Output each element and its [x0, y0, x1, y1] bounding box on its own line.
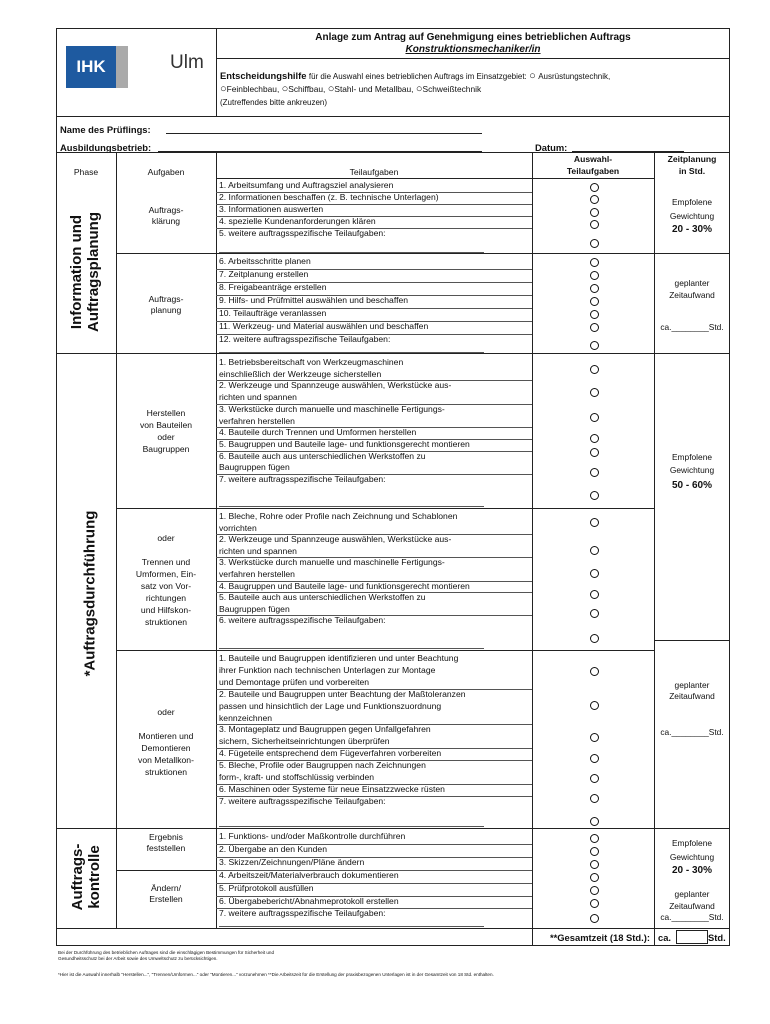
task-label-trennen: satz von Vor- — [140, 581, 192, 591]
subtask-montieren: 5. Bleche, Profile oder Baugruppen nach Zeichnungen — [219, 760, 426, 771]
planned-label: geplanter — [674, 278, 710, 288]
total-label: **Gesamtzeit (18 Std.): — [549, 932, 650, 943]
page-subtitle: Konstruktionsmechaniker/in — [405, 44, 541, 55]
task-label-trennen: und Hilfskon- — [140, 605, 192, 615]
answer-line[interactable] — [219, 648, 484, 649]
subtask-kontrolle: 7. weitere auftragsspezifische Teilaufgaben: — [219, 908, 386, 919]
selection-circle[interactable] — [590, 609, 599, 618]
selection-circle[interactable] — [590, 569, 599, 578]
subtask-trennen: 4. Baugruppen und Bauteile lage- und funktionsgerecht montieren — [219, 580, 470, 591]
planned-label: Zeitaufwand — [669, 901, 715, 911]
subtask-planung: 6. Arbeitsschritte planen — [219, 256, 311, 266]
phase-line: Auftrags- — [69, 843, 86, 911]
subtask-klaerung: 4. spezielle Kundenanforderungen klären — [219, 216, 376, 226]
subtask-trennen: richten und spannen — [219, 545, 297, 556]
subtask-herstellen: 6. Bauteile auch aus unterschiedlichen Werkstoffen zu — [219, 450, 426, 461]
subtask-klaerung: 3. Informationen auswerten — [219, 204, 324, 214]
subtask-montieren: 7. weitere auftragsspezifische Teilaufgaben: — [219, 795, 386, 806]
checkbox-circle[interactable]: ○ — [529, 70, 536, 82]
subtask-montieren: ihrer Funktion nach technischen Unterlagen zur Montage — [219, 664, 436, 675]
subtask-trennen: 1. Bleche, Rohre oder Profile nach Zeichnung und Schablonen — [219, 511, 458, 521]
col-phase: Phase — [73, 167, 99, 177]
phase-line: Auftragsplanung — [85, 212, 102, 332]
subtask-montieren: 4. Fügeteile entsprechend dem Fügeverfahren vorbereiten — [219, 748, 442, 759]
area-line — [220, 84, 481, 95]
decision-label: Entscheidungshilfe — [220, 70, 307, 81]
weight-value: 20 - 30% — [671, 224, 713, 235]
weight-label: Gewichtung — [669, 852, 715, 862]
planned-label: geplanter — [674, 680, 710, 690]
col-subtasks: Teilaufgaben — [349, 167, 399, 177]
answer-line[interactable] — [219, 926, 484, 927]
checkbox-circle[interactable]: ○ — [327, 83, 335, 95]
checkbox-circle[interactable]: ○ — [415, 83, 423, 95]
logo-city: Ulm — [170, 52, 204, 73]
weight-value: 50 - 60% — [671, 480, 713, 491]
selection-circle[interactable] — [590, 914, 599, 923]
checkbox-circle[interactable]: ○ — [220, 83, 227, 95]
phase-line: kontrolle — [86, 845, 103, 909]
phase-line: Information und — [68, 214, 85, 330]
subtask-planung: 12. weitere auftragsspezifische Teilaufgaben: — [219, 334, 391, 344]
grid-line — [116, 650, 654, 651]
checkbox-circle[interactable]: ○ — [281, 83, 289, 95]
grid-line — [56, 152, 730, 153]
subtask-klaerung: 5. weitere auftragsspezifische Teilaufgaben: — [219, 228, 386, 238]
selection-circle[interactable] — [590, 754, 599, 763]
area-option: Schiffbau, — [288, 84, 326, 94]
task-label-aendern: Ändern/ — [150, 883, 182, 893]
selection-circle[interactable] — [590, 271, 599, 280]
weight-label: Gewichtung — [669, 465, 715, 475]
task-label-montieren: Montieren und — [138, 731, 194, 741]
selection-circle[interactable] — [590, 239, 599, 248]
page-title: Anlage zum Antrag auf Genehmigung eines betrieblichen Auftrags — [315, 32, 631, 43]
planned-hours-field[interactable]: ca.________Std. — [660, 727, 724, 737]
total-hours-field[interactable] — [676, 930, 708, 944]
task-label-klaerung: klärung — [151, 216, 181, 226]
task-label-montieren: Demontieren — [141, 743, 191, 753]
subtask-trennen: 3. Werkstücke durch manuelle und maschinelle Fertigungs- — [219, 557, 445, 568]
grid-line — [532, 152, 533, 946]
subtask-montieren: 2. Bauteile und Baugruppen unter Beachtung der Maßtoleranzen — [219, 688, 466, 699]
task-label-herstellen: oder — [157, 432, 175, 442]
grid-line — [216, 178, 654, 179]
selection-circle[interactable] — [590, 365, 599, 374]
selection-circle[interactable] — [590, 297, 599, 306]
subtask-trennen: vorrichten — [219, 522, 257, 533]
subtask-kontrolle: 3. Skizzen/Zeichnungen/Pläne ändern — [219, 856, 365, 867]
col-planning-1: Zeitplanung — [667, 154, 717, 164]
subtask-montieren: kennzeichnen — [219, 712, 273, 723]
subtask-montieren: sichern, Sicherheitseinrichtungen überprüfen — [219, 736, 390, 747]
subtask-herstellen: 5. Baugruppen und Bauteile lage- und funktionsgerecht montieren — [219, 438, 470, 449]
selection-circle[interactable] — [590, 195, 599, 204]
weight-label: Empfolene — [671, 838, 713, 848]
name-label: Name des Prüflings: — [60, 124, 151, 135]
task-label-trennen: struktionen — [144, 617, 188, 627]
planned-hours-field[interactable]: ca.________Std. — [660, 912, 724, 922]
task-label-trennen: Trennen und — [141, 557, 191, 567]
subtask-kontrolle: 6. Übergabebericht/Abnahmeprotokoll erstellen — [219, 895, 399, 906]
task-label-herstellen: von Bauteilen — [139, 420, 193, 430]
selection-circle[interactable] — [590, 258, 599, 267]
selection-circle[interactable] — [590, 413, 599, 422]
selection-circle[interactable] — [590, 546, 599, 555]
grid-line — [56, 353, 730, 354]
grid-line — [116, 870, 216, 871]
selection-circle[interactable] — [590, 323, 599, 332]
subtask-planung: 11. Werkzeug- und Material auswählen und beschaffen — [219, 321, 429, 331]
subtask-herstellen: 1. Betriebsbereitschaft von Werkzeugmaschinen — [219, 357, 404, 367]
selection-circle[interactable] — [590, 634, 599, 643]
grid-line — [654, 152, 655, 946]
col-selection-1: Auswahl- — [573, 154, 613, 164]
selection-circle[interactable] — [590, 794, 599, 803]
decision-line — [220, 70, 610, 82]
task-label-montieren: oder — [157, 707, 175, 717]
answer-line[interactable] — [219, 352, 484, 353]
selection-circle[interactable] — [590, 667, 599, 676]
company-label: Ausbildungsbetrieb: — [60, 142, 152, 153]
subtask-herstellen: 4. Bauteile durch Trennen und Umformen herstellen — [219, 427, 417, 438]
total-std: Std. — [708, 932, 726, 943]
task-label-trennen: richtungen — [145, 593, 187, 603]
selection-circle[interactable] — [590, 448, 599, 457]
answer-line[interactable] — [219, 506, 484, 507]
task-label-aendern: Erstellen — [149, 894, 183, 904]
subtask-herstellen: 7. weitere auftragsspezifische Teilaufgaben: — [219, 474, 386, 484]
selection-circle[interactable] — [590, 873, 599, 882]
decision-text: für die Auswahl eines betrieblichen Auftrags im Einsatzgebiet: — [308, 72, 527, 81]
grid-line — [654, 640, 730, 641]
selection-circle[interactable] — [590, 899, 599, 908]
selection-circle[interactable] — [590, 886, 599, 895]
selection-circle[interactable] — [590, 284, 599, 293]
selection-circle[interactable] — [590, 518, 599, 527]
area-option: Ausrüstungstechnik, — [538, 72, 611, 81]
selection-circle[interactable] — [590, 817, 599, 826]
subtask-planung: 7. Zeitplanung erstellen — [219, 269, 309, 279]
subtask-trennen: 6. weitere auftragsspezifische Teilaufgaben: — [219, 615, 386, 626]
subtask-herstellen: 2. Werkzeuge und Spannzeuge auswählen, Werkstücke aus- — [219, 380, 452, 391]
planned-label: geplanter — [674, 889, 710, 899]
task-label-planung: Auftrags- — [148, 294, 184, 304]
task-label-montieren: struktionen — [144, 767, 188, 777]
grid-line — [116, 253, 654, 254]
subtask-trennen: 5. Bauteile auch aus unterschiedlichen Werkstoffen zu — [219, 592, 426, 603]
subtask-kontrolle: 5. Prüfprotokoll ausfüllen — [219, 882, 314, 893]
selection-circle[interactable] — [590, 183, 599, 192]
selection-circle[interactable] — [590, 468, 599, 477]
selection-circle[interactable] — [590, 847, 599, 856]
logo-accent — [116, 46, 128, 88]
subtask-herstellen: verfahren herstellen — [219, 415, 295, 426]
name-field[interactable] — [166, 133, 482, 134]
task-label-trennen: Umformen, Ein- — [135, 569, 197, 579]
task-label-montieren: von Metallkon- — [138, 755, 194, 765]
subtask-planung: 10. Teilaufträge veranlassen — [219, 308, 327, 318]
subtask-montieren: passen und hinsichtlich der Lage und Funktionszuordnung — [219, 700, 442, 711]
selection-circle[interactable] — [590, 491, 599, 500]
area-option: Feinblechbau, — [226, 84, 280, 94]
total-ca: ca. — [658, 932, 672, 943]
task-label-herstellen: Baugruppen — [142, 444, 190, 454]
subtask-kontrolle: 4. Arbeitszeit/Materialverbrauch dokumentieren — [219, 869, 399, 880]
task-label-herstellen: Herstellen — [146, 408, 186, 418]
weight-label: Gewichtung — [669, 211, 715, 221]
grid-line — [56, 928, 730, 929]
subtask-montieren: und Demontage prüfen und vorbereiten — [219, 676, 370, 687]
footnote: Bei der Durchführung des betrieblichen Auftrages sind die einschlägigen Bestimmungen für Sicherheit und — [58, 950, 275, 955]
weight-label: Empfolene — [671, 197, 713, 207]
task-label-klaerung: Auftrags- — [148, 205, 184, 215]
grid-line — [56, 828, 730, 829]
subtask-montieren: 1. Bauteile und Baugruppen identifizieren und unter Beachtung — [219, 653, 459, 663]
planned-label: Zeitaufwand — [669, 290, 715, 300]
subtask-trennen: Baugruppen fügen — [219, 603, 290, 614]
task-label-trennen: oder — [157, 533, 175, 543]
area-option: Schweißtechnik — [422, 84, 482, 94]
selection-circle[interactable] — [590, 774, 599, 783]
answer-line[interactable] — [219, 252, 484, 253]
phase-control — [69, 827, 103, 927]
col-tasks: Aufgaben — [147, 167, 185, 177]
subtask-herstellen: 3. Werkstücke durch manuelle und maschinelle Fertigungs- — [219, 403, 445, 414]
footnote: *Hier ist die Auswahl innerhalb "Herstellen...", "Trennen/Umformen..." oder "Montieren..." vorzunehmen **Die Arbeitszeit für die Erstellung der praxisbezogenen Unterlagen ist in der Gesamtzeit von 18 Std. enthalten. — [58, 972, 494, 977]
area-option: Stahl- und Metallbau, — [334, 84, 414, 94]
selection-circle[interactable] — [590, 388, 599, 397]
selection-circle[interactable] — [590, 733, 599, 742]
col-selection-2: Teilaufgaben — [566, 166, 620, 176]
subtask-herstellen: einschließlich der Werkzeuge sicherstellen — [219, 368, 382, 379]
phase-information — [68, 182, 102, 362]
subtask-kontrolle: 2. Übergabe an den Kunden — [219, 843, 327, 854]
col-planning-2: in Std. — [678, 166, 706, 176]
planned-hours-field[interactable]: ca.________Std. — [660, 322, 724, 332]
selection-circle[interactable] — [590, 341, 599, 350]
subtask-trennen: verfahren herstellen — [219, 569, 295, 579]
task-label-planung: planung — [150, 305, 182, 315]
answer-line[interactable] — [219, 826, 484, 827]
grid-line — [116, 508, 654, 509]
selection-circle[interactable] — [590, 220, 599, 229]
selection-circle[interactable] — [590, 860, 599, 869]
selection-circle[interactable] — [590, 701, 599, 710]
subtask-planung: 9. Hilfs- und Prüfmittel auswählen und beschaffen — [219, 295, 409, 305]
subtask-montieren: form-, kraft- und stoffschlüssig verbinden — [219, 772, 375, 782]
selection-circle[interactable] — [590, 310, 599, 319]
selection-circle[interactable] — [590, 590, 599, 599]
task-label-ergebnis: feststellen — [146, 843, 186, 853]
subtask-trennen: 2. Werkzeuge und Spannzeuge auswählen, Werkstücke aus- — [219, 534, 452, 545]
subtask-herstellen: Baugruppen fügen — [219, 462, 290, 473]
header-bottom-line — [56, 116, 730, 117]
selection-circle[interactable] — [590, 208, 599, 217]
task-label-ergebnis: Ergebnis — [149, 832, 183, 842]
ihk-logo: IHK — [66, 46, 116, 88]
footnote: Gesundheitsschutz bei der Arbeit sowie des Umweltschutz zu berücksichtigen. — [58, 956, 218, 961]
subtask-montieren: 6. Maschinen oder Systeme für neue Einsatzzwecke rüsten — [219, 783, 445, 794]
title-underline — [216, 58, 730, 59]
subtask-klaerung: 2. Informationen beschaffen (z. B. technische Unterlagen) — [219, 192, 439, 202]
planned-label: Zeitaufwand — [669, 691, 715, 701]
subtask-montieren: 3. Montageplatz und Baugruppen gegen Unfallgefahren — [219, 724, 431, 735]
grid-line — [654, 253, 730, 254]
selection-circle[interactable] — [590, 834, 599, 843]
subtask-herstellen: richten und spannen — [219, 392, 297, 403]
selection-circle[interactable] — [590, 434, 599, 443]
selection-note: (Zutreffendes bitte ankreuzen) — [220, 98, 328, 107]
date-label: Datum: — [535, 142, 568, 153]
subtask-kontrolle: 1. Funktions- und/oder Maßkontrolle durchführen — [219, 831, 406, 841]
weight-value: 20 - 30% — [671, 865, 713, 876]
phase-execution: *Auftragsdurchführung — [81, 510, 99, 677]
subtask-planung: 8. Freigabeanträge erstellen — [219, 282, 327, 292]
subtask-klaerung: 1. Arbeitsumfang und Auftragsziel analysieren — [219, 180, 394, 190]
weight-label: Empfolene — [671, 452, 713, 462]
